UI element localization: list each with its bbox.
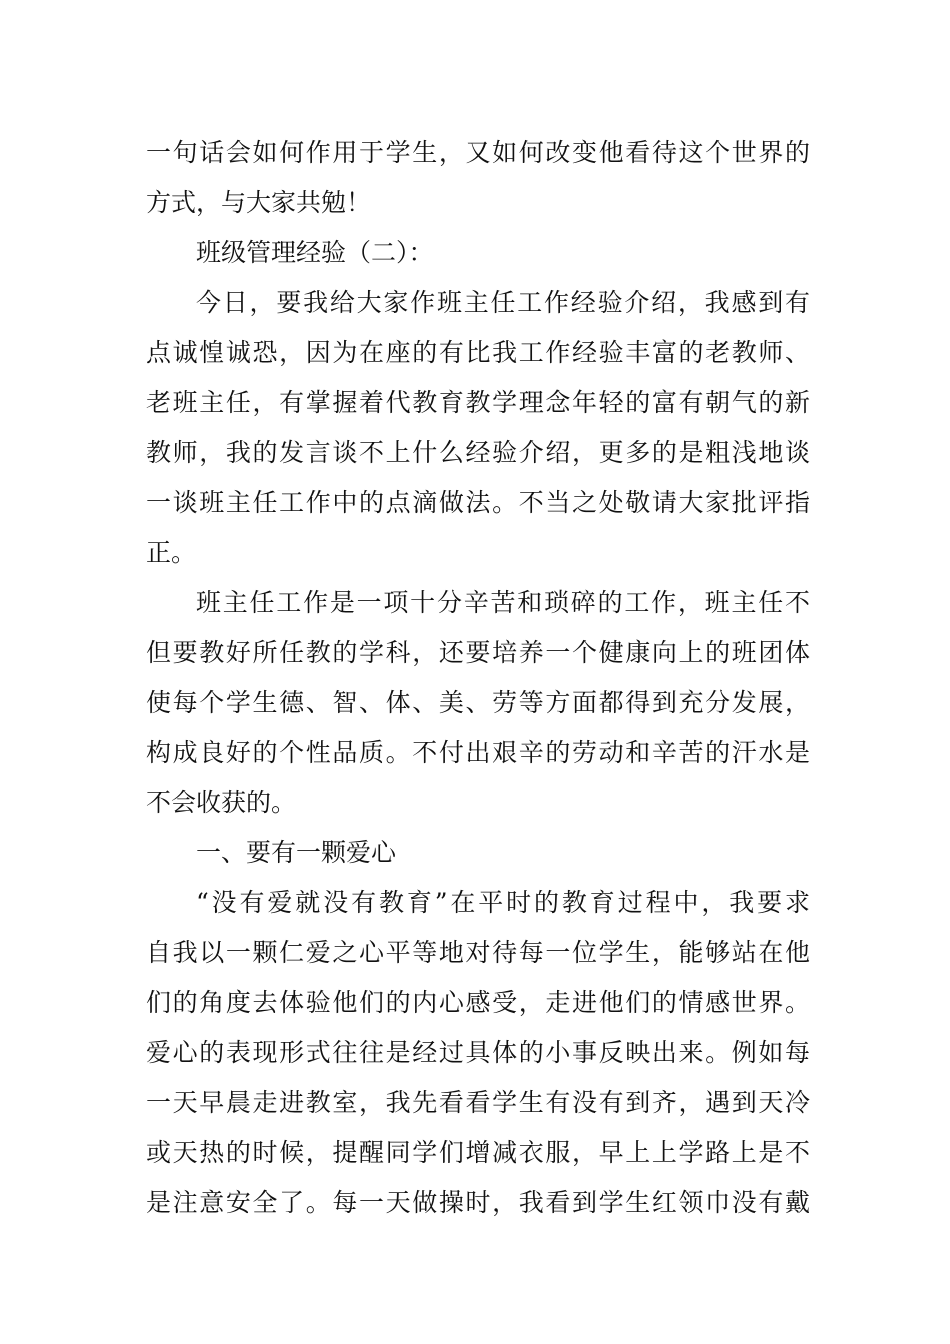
text-line: 不会收获的。 xyxy=(146,788,297,817)
text-line: 正。 xyxy=(146,538,197,567)
text-line: 点诚惶诚恐，因为在座的有比我工作经验丰富的老教师、 xyxy=(146,338,810,367)
text-line: 方式，与大家共勉！ xyxy=(146,188,372,217)
section-heading: 一、要有一颗爱心 xyxy=(196,838,397,867)
section-heading: 班级管理经验（二）： xyxy=(196,238,434,267)
text-line: 自我以一颗仁爱之心平等地对待每一位学生，能够站在他 xyxy=(146,938,810,967)
text-line: 班主任工作是一项十分辛苦和琐碎的工作，班主任不 xyxy=(196,588,810,617)
text-line: 但要教好所任教的学科，还要培养一个健康向上的班团体 xyxy=(146,638,810,667)
text-line: 们的角度去体验他们的内心感受，走进他们的情感世界。 xyxy=(146,988,810,1017)
text-line: 爱心的表现形式往往是经过具体的小事反映出来。例如每 xyxy=(146,1038,810,1067)
text-line: 一句话会如何作用于学生，又如何改变他看待这个世界的 xyxy=(146,138,810,167)
document-body xyxy=(146,128,810,1228)
text-line: 今日，要我给大家作班主任工作经验介绍，我感到有 xyxy=(196,288,810,317)
text-line: 教师，我的发言谈不上什么经验介绍，更多的是粗浅地谈 xyxy=(146,438,810,467)
text-line: 是注意安全了。每一天做操时，我看到学生红领巾没有戴 xyxy=(146,1188,810,1217)
text-line: 使每个学生德、智、体、美、劳等方面都得到充分发展， xyxy=(146,688,810,717)
text-line: 一天早晨走进教室，我先看看学生有没有到齐，遇到天冷 xyxy=(146,1088,810,1117)
text-line: 老班主任，有掌握着代教育教学理念年轻的富有朝气的新 xyxy=(146,388,810,417)
text-line: 一谈班主任工作中的点滴做法。不当之处敬请大家批评指 xyxy=(146,488,810,517)
text-line: “没有爱就没有教育”在平时的教育过程中，我要求 xyxy=(196,888,810,917)
text-line: 构成良好的个性品质。不付出艰辛的劳动和辛苦的汗水是 xyxy=(146,738,810,767)
text-line: 或天热的时候，提醒同学们增减衣服，早上上学路上是不 xyxy=(146,1138,810,1167)
